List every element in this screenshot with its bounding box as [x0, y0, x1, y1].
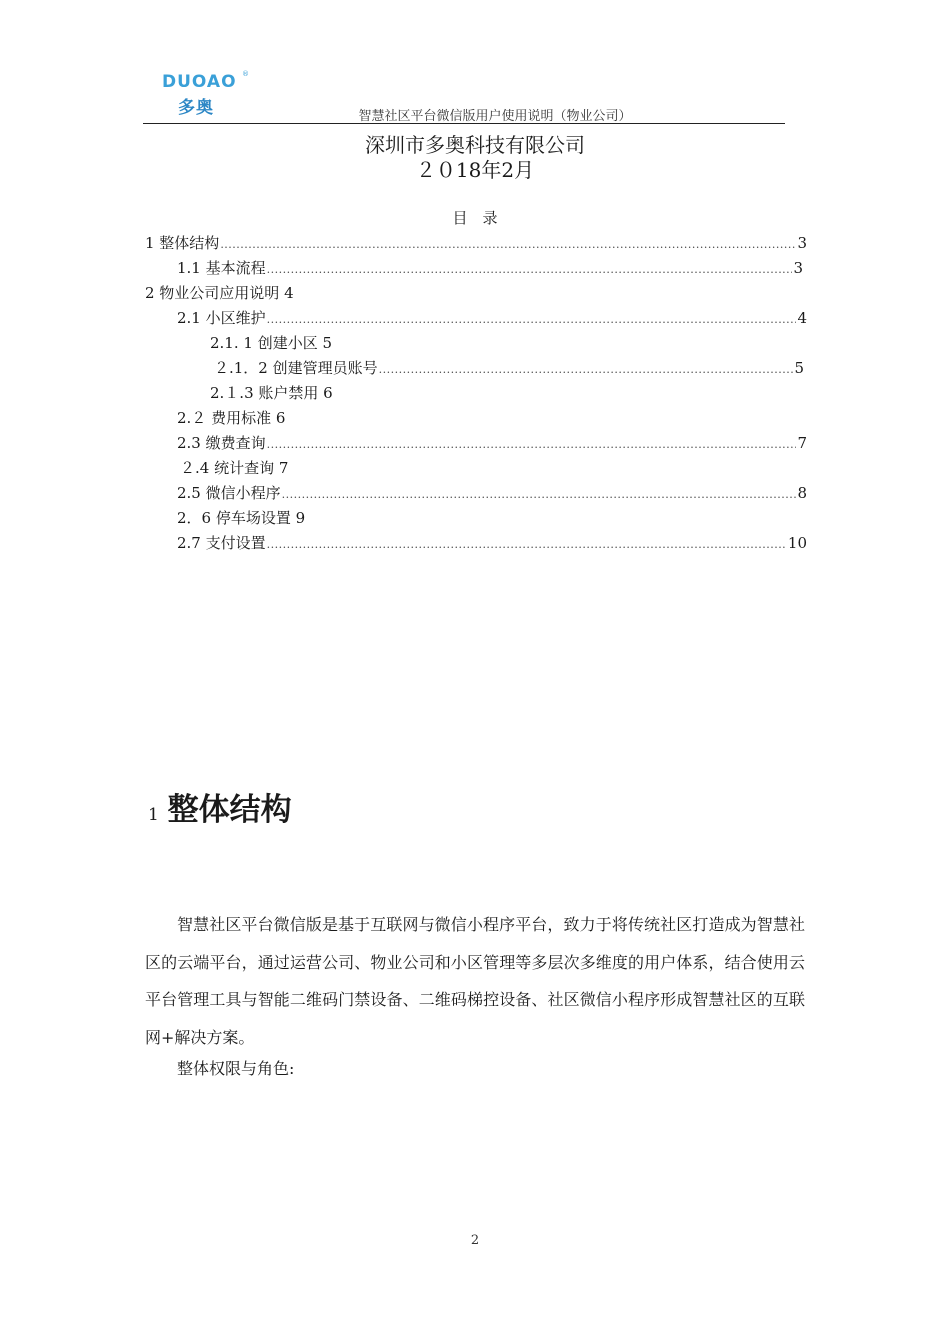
toc-entry-label: ２.1．2 创建管理员账号	[214, 359, 378, 377]
toc-entry[interactable]	[177, 432, 807, 453]
toc-leader-dots	[282, 484, 797, 502]
body-paragraph-roles: 整体权限与角色:	[177, 1059, 295, 1078]
toc-entry-label: 2.5 微信小程序	[177, 484, 281, 502]
toc-leader-dots	[267, 534, 787, 552]
toc-entry[interactable]	[177, 407, 285, 428]
toc-leader-dots	[220, 234, 796, 252]
toc-entry[interactable]	[177, 257, 803, 278]
toc-entry-label: 2．6 停车场设置 9	[177, 509, 306, 527]
toc-entry-label: 2.１.3 账户禁用 6	[210, 384, 333, 402]
toc-entry-label: 2.２ 费用标准 6	[177, 409, 286, 427]
toc-title: 目 录	[452, 209, 498, 227]
toc-entry[interactable]	[210, 382, 333, 403]
toc-leader-dots	[379, 359, 794, 377]
toc-entry-label: 2.1 小区维护	[177, 309, 266, 327]
toc-entry-page: 3	[797, 234, 807, 252]
toc-entry-page: 5	[794, 359, 804, 377]
toc-entry[interactable]	[177, 307, 807, 328]
header-divider	[143, 123, 785, 124]
registered-mark-icon: ®	[242, 70, 249, 78]
toc-entry-label: 2 物业公司应用说明 4	[145, 284, 294, 302]
toc-leader-dots	[267, 309, 797, 327]
toc-entry-label: 2.3 缴费查询	[177, 434, 266, 452]
logo-cn-text: 多奥	[178, 98, 214, 118]
toc-entry[interactable]	[177, 482, 807, 503]
toc-entry-page: 4	[797, 309, 807, 327]
toc-entry-label: ２.4 统计查询 7	[180, 459, 289, 477]
toc-entry-page: 7	[797, 434, 807, 452]
toc-entry[interactable]	[210, 332, 332, 353]
toc-entry[interactable]	[214, 357, 804, 378]
section-heading	[148, 784, 292, 829]
toc-entry[interactable]	[177, 507, 305, 528]
toc-leader-dots	[267, 259, 793, 277]
section-title: 整体结构	[167, 792, 292, 828]
toc-entry[interactable]	[180, 457, 288, 478]
toc-leader-dots	[267, 434, 797, 452]
company-name: 深圳市多奥科技有限公司	[365, 133, 585, 157]
toc-entry-label: 1 整体结构	[145, 234, 220, 252]
toc-entry-page: 10	[787, 534, 807, 552]
toc-entry-label: 2.1. 1 创建小区 5	[210, 334, 333, 352]
page-number: 2	[470, 1233, 480, 1248]
section-number: 1	[148, 805, 159, 825]
toc-entry[interactable]	[145, 232, 807, 253]
body-paragraph: 智慧社区平台微信版是基于互联网与微信小程序平台，致力于将传统社区打造成为智慧社区的云端平台，通过运营公司、物业公司和小区管理等多层次多维度的用户体系，结合使用云平台管理工具与智能二维码门禁设备、二维码梯控设备、社区微信小程序形成智慧社区的互联网+解决方案。	[145, 915, 805, 1047]
header-title: 智慧社区平台微信版用户使用说明（物业公司）	[358, 109, 632, 124]
logo-en-text: DUOAO	[162, 72, 237, 92]
toc-entry-label: 2.7 支付设置	[177, 534, 266, 552]
document-date: ２０18年2月	[415, 158, 535, 182]
toc-entry-page: 3	[793, 259, 803, 277]
toc-entry[interactable]	[177, 532, 807, 553]
toc-entry-label: 1.1 基本流程	[177, 259, 266, 277]
toc-entry[interactable]	[145, 282, 294, 303]
toc-entry-page: 8	[797, 484, 807, 502]
